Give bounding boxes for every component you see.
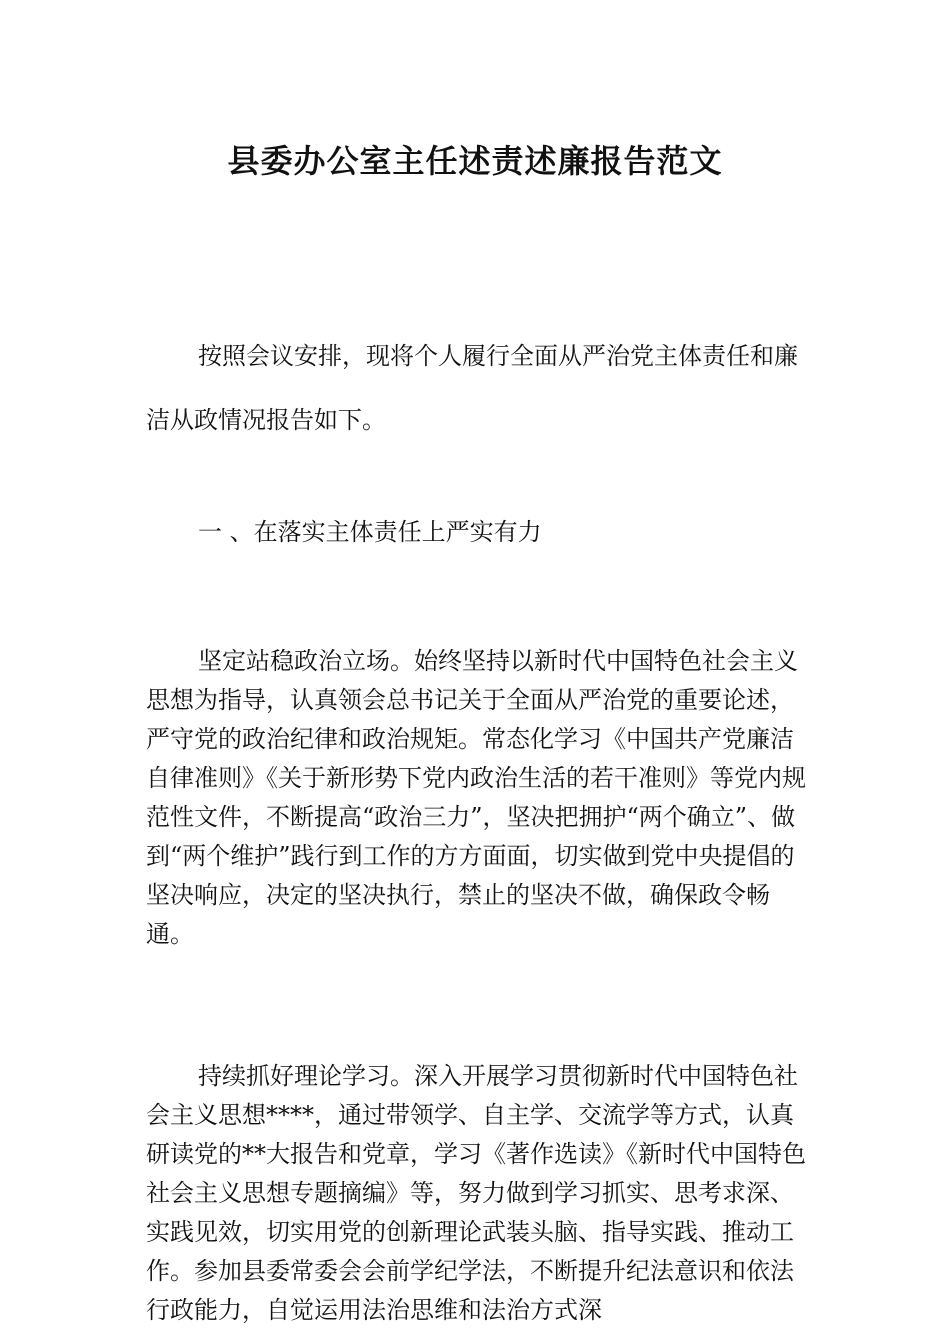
body-paragraph-political-stance: 坚定站稳政治立场。始终坚持以新时代中国特色社会主义思想为指导，认真领会总书记关于全面从严治党的重要论述，严守党的政治纪律和政治规矩。常态化学习《中国共产党廉洁自律准则》《关于新形势下党内政治生活的若干准则》等党内规范性文件，不断提高“政治三力”，坚决把拥护“两个确立”、做到“两个维护”践行到工作的方方面面，切实做到党中央提倡的坚决响应，决定的坚决执行，禁止的坚决不做，确保政令畅通。 <box>146 647 806 948</box>
section-heading: 一 、在落实主体责任上严实有力 <box>198 518 542 546</box>
document-title: 县委办公室主任述责述廉报告范文 <box>227 142 723 181</box>
body-paragraph-theory-study: 持续抓好理论学习。深入开展学习贯彻新时代中国特色社会主义思想****，通过带领学、自主学、交流学等方式，认真研读党的**大报告和党章，学习《著作选读》《新时代中国特色社会主义思想专题摘编》等，努力做到学习抓实、思考求深、实践见效，切实用党的创新理论武装头脑、指导实践、推动工作。参加县委常委会会前学纪学法，不断提升纪法意识和依法行政能力，自觉运用法治思维和法治方式深 <box>146 1062 806 1324</box>
intro-paragraph: 按照会议安排，现将个人履行全面从严治党主体责任和廉洁从政情况报告如下。 <box>146 342 798 434</box>
